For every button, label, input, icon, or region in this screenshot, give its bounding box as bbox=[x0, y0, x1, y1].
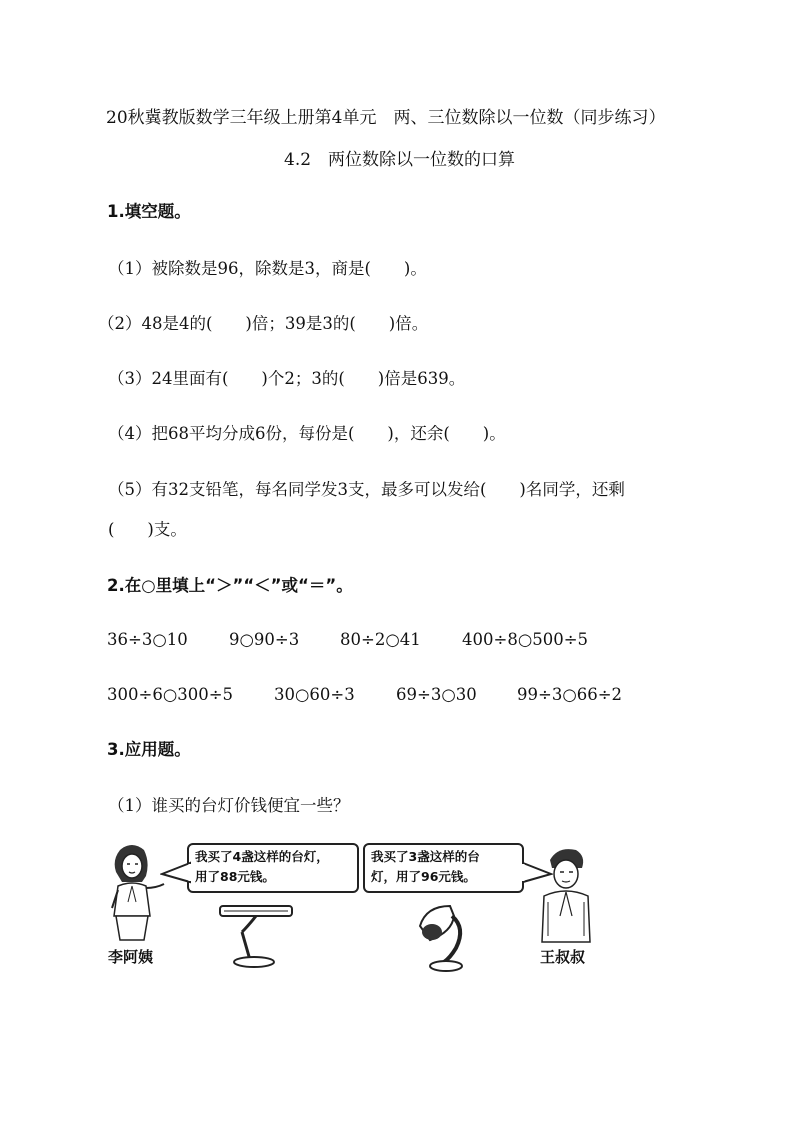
lesson-subtitle: 4.2 两位数除以一位数的口算 bbox=[284, 150, 516, 170]
compare-1: 36÷3○10 bbox=[107, 630, 188, 649]
fill-item-1: （1）被除数是96，除数是3，商是( )。 bbox=[108, 259, 427, 278]
left-bubble-line2: 用了88元钱。 bbox=[195, 869, 275, 884]
fill-item-2: （2）48是4的( )倍；39是3的( )倍。 bbox=[98, 314, 429, 333]
right-name-label: 王叔叔 bbox=[540, 948, 586, 966]
application-question-1: （1）谁买的台灯价钱便宜一些？ bbox=[108, 796, 350, 815]
aunt-li-figure-icon bbox=[98, 842, 168, 944]
desk-lamp-1-icon bbox=[212, 902, 296, 970]
compare-2: 9○90÷3 bbox=[229, 630, 300, 649]
worksheet-title: 20秋冀教版数学三年级上册第4单元 两、三位数除以一位数（同步练习） bbox=[106, 108, 666, 128]
desk-lamp-2-icon bbox=[412, 898, 478, 974]
compare-6: 30○60÷3 bbox=[274, 685, 355, 704]
section3-heading: 3.应用题。 bbox=[107, 740, 191, 759]
left-bubble-line1: 我买了4盏这样的台灯， bbox=[195, 849, 329, 864]
fill-item-5-line2: ( )支。 bbox=[108, 520, 187, 539]
fill-item-4: （4）把68平均分成6份，每份是( )，还余( )。 bbox=[108, 424, 506, 443]
right-bubble-line1: 我买了3盏这样的台 bbox=[371, 849, 480, 864]
section2-heading: 2.在○里填上“＞”“＜”或“＝”。 bbox=[107, 576, 353, 595]
compare-8: 99÷3○66÷2 bbox=[517, 685, 623, 704]
left-speech-bubble bbox=[187, 843, 359, 893]
fill-item-3: （3）24里面有( )个2；3的( )倍是639。 bbox=[108, 369, 466, 388]
uncle-wang-figure-icon bbox=[536, 846, 598, 944]
left-name-label: 李阿姨 bbox=[108, 948, 154, 966]
compare-3: 80÷2○41 bbox=[340, 630, 421, 649]
right-bubble-line2: 灯，用了96元钱。 bbox=[371, 869, 476, 884]
compare-5: 300÷6○300÷5 bbox=[107, 685, 234, 704]
compare-7: 69÷3○30 bbox=[396, 685, 477, 704]
section1-heading: 1.填空题。 bbox=[107, 202, 191, 221]
fill-item-5-line1: （5）有32支铅笔，每名同学发3支，最多可以发给( )名同学，还剩 bbox=[108, 480, 625, 499]
compare-4: 400÷8○500÷5 bbox=[462, 630, 589, 649]
right-speech-bubble bbox=[363, 843, 524, 893]
